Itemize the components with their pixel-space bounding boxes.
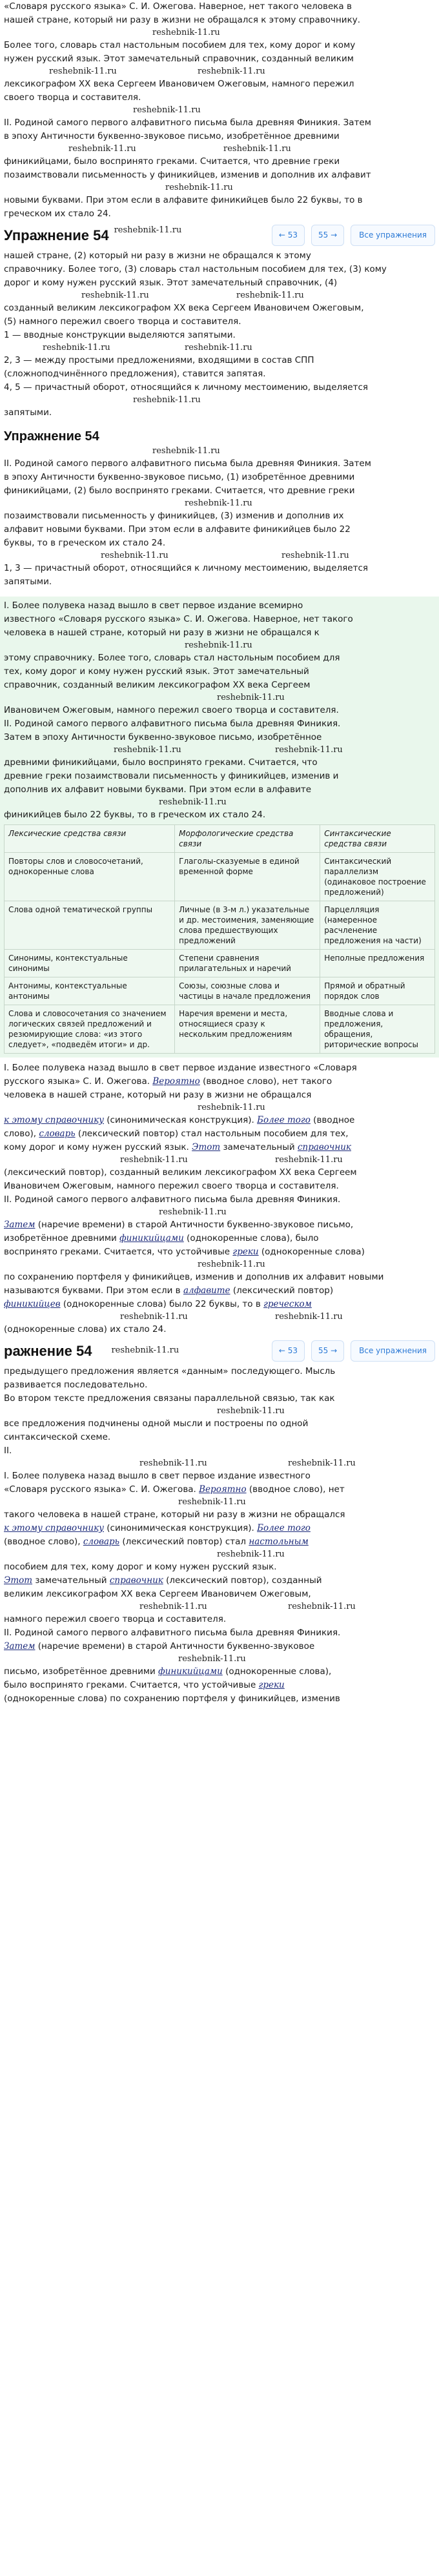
table-header: Морфологические средства связи — [175, 825, 320, 853]
watermark-row — [4, 182, 435, 194]
text-line: справочник, созданный великим лексикографом XX века Сергеем — [4, 680, 311, 690]
watermark: reshebnik-11.ru — [275, 745, 343, 755]
marked-word: Затем — [4, 1220, 36, 1230]
text-line: лексикографом XX века Сергеем Ивановичем Ожеговым, намного пережил — [4, 79, 354, 89]
analysis-line — [4, 1114, 435, 1127]
text-line: нужен русский язык. Этот замечательный справочник, созданный великим — [4, 54, 354, 64]
marked-word: финикийцами — [119, 1233, 184, 1243]
marked-word: настольным — [249, 1537, 309, 1547]
text-line: 1 — вводные конструкции выделяются запятыми. — [4, 330, 236, 340]
analysis-line: I. Более полувека назад вышло в свет первое издание известного «Словаря — [4, 1063, 357, 1073]
text-fragment: (вводное слово), — [4, 1537, 83, 1547]
watermark: reshebnik-11.ru — [185, 498, 252, 508]
analysis-line — [4, 1679, 435, 1692]
watermark-row — [4, 143, 435, 155]
marked-word: греческом — [263, 1299, 312, 1309]
table-cell: Степени сравнения прилагательных и наречий — [175, 950, 320, 977]
table-cell: Глаголы-сказуемые в единой временной форме — [175, 853, 320, 901]
watermark: reshebnik-11.ru — [217, 693, 285, 702]
text-line: 4, 5 — причастный оборот, относящийся к личному местоимению, выделяется — [4, 382, 369, 393]
text-line: справочнику. Более того, (3) словарь стал настольным пособием для тех, (3) кому — [4, 264, 387, 274]
table-header: Лексические средства связи — [5, 825, 175, 853]
text-fragment: было воспринято греками. Считается, что устойчивые — [4, 1680, 259, 1690]
watermark-row — [4, 1311, 435, 1323]
text-line: созданный великим лексикографом XX века Сергеем Ивановичем Ожеговым, — [4, 303, 364, 313]
text-line: этому справочнику. Более того, словарь стал настольным пособием для — [4, 653, 340, 663]
text-line: II. Родиной самого первого алфавитного письма была древняя Финикия. Затем — [4, 118, 371, 128]
text-line: древние греки позаимствовали письменность у финикийцев, изменив и — [4, 771, 339, 781]
watermark-row — [4, 66, 435, 77]
watermark: reshebnik-11.ru — [275, 1312, 343, 1322]
analysis-line: Во втором тексте предложения связаны параллельной связью, так как — [4, 1393, 335, 1404]
table-cell: Слова и словосочетания со значением логических связей предложений и резюмирующие слова: «из этого следует», «подведём итоги» и др. — [5, 1005, 175, 1054]
text-line: Ивановичем Ожеговым, намного пережил своего творца и составителя. — [4, 705, 339, 715]
text-line: древними финикийцами, было воспринято греками. Считается, что — [4, 757, 318, 768]
watermark-row — [4, 290, 435, 302]
watermark-row — [4, 1406, 435, 1417]
analysis-line — [4, 1232, 435, 1245]
watermark-row — [4, 797, 435, 808]
analysis-line: развивается последовательно. — [4, 1380, 148, 1390]
watermark: reshebnik-11.ru — [236, 291, 304, 300]
marked-word: к этому справочнику — [4, 1115, 104, 1125]
analysis-line: пособием для тех, кому дорог и кому нужен русский язык. — [4, 1562, 277, 1572]
text-line: «Словаря русского языка» С. И. Ожегова. Наверное, нет такого человека в — [4, 1, 352, 12]
watermark: reshebnik-11.ru — [120, 1155, 188, 1165]
text-line: алфавит новыми буквами. При этом если в алфавите финикийцев было 22 — [4, 524, 351, 535]
watermark: reshebnik-11.ru — [111, 1345, 179, 1355]
watermark: reshebnik-11.ru — [152, 446, 220, 456]
watermark: reshebnik-11.ru — [159, 797, 227, 807]
table-cell: Союзы, союзные слова и частицы в начале предложения — [175, 977, 320, 1005]
text-line: (5) намного пережил своего творца и составителя. — [4, 316, 241, 327]
table-cell: Неполные предложения — [320, 950, 435, 977]
watermark: reshebnik-11.ru — [198, 66, 265, 76]
table-cell: Антонимы, контекстуальные антонимы — [5, 977, 175, 1005]
marked-word: финикийцами — [158, 1666, 223, 1677]
marked-word: финикийцев — [4, 1299, 61, 1309]
watermark: reshebnik-11.ru — [275, 1155, 343, 1165]
analysis-line: II. Родиной самого первого алфавитного письма была древняя Финикия. — [4, 1194, 341, 1205]
table-row — [5, 1005, 435, 1054]
text-line: известного «Словаря русского языка» С. И. Ожегова. Наверное, нет такого — [4, 614, 353, 624]
watermark: reshebnik-11.ru — [139, 1602, 207, 1611]
text-fragment: (однокоренные слова) — [258, 1247, 365, 1257]
text-line: 2, 3 — между простыми предложениями, входящими в состав СПП — [4, 355, 314, 365]
text-fragment: «Словаря русского языка» С. И. Ожегова. — [4, 1484, 199, 1495]
analysis-line: I. Более полувека назад вышло в свет первое издание известного — [4, 1471, 311, 1481]
watermark: reshebnik-11.ru — [281, 551, 349, 560]
text-line: Более того, словарь стал настольным пособием для тех, кому дорог и кому — [4, 40, 356, 50]
watermark: reshebnik-11.ru — [114, 225, 182, 235]
marked-word: словарь — [39, 1129, 76, 1139]
text-line: позаимствовали письменность у финикийцев, изменив и дополнив их алфавит — [4, 170, 371, 180]
prev-exercise-button-2[interactable]: ← 53 — [272, 1340, 305, 1362]
text-line: финикийцев было 22 буквы, то в греческом их стало 24. — [4, 810, 266, 820]
exercise-title: Упражнение 54 — [4, 227, 109, 243]
text-line: I. Более полувека назад вышло в свет первое издание всемирно — [4, 600, 303, 611]
next-exercise-button-2[interactable]: 55 → — [311, 1340, 344, 1362]
analysis-line — [4, 1141, 435, 1154]
marked-word: алфавите — [183, 1285, 230, 1296]
text-line: буквы, то в греческом их стало 24. — [4, 538, 166, 548]
watermark: reshebnik-11.ru — [223, 144, 291, 154]
answer-text — [0, 597, 439, 824]
exercise-nav-2 — [272, 1340, 435, 1362]
text-line: запятыми. — [4, 407, 52, 418]
watermark: reshebnik-11.ru — [198, 1260, 265, 1269]
all-exercises-button[interactable]: Все упражнения — [351, 225, 435, 246]
text-line: дополнив их алфавит новыми буквами. При этом если в алфавите — [4, 784, 312, 795]
text-fragment: воспринято греками. Считается, что устойчивые — [4, 1247, 233, 1257]
analysis-line — [4, 1535, 435, 1549]
text-fragment: (лексический повтор) — [230, 1285, 334, 1296]
table-header: Синтаксические средства связи — [320, 825, 435, 853]
table-row — [5, 853, 435, 901]
text-line: новыми буквами. При этом если в алфавите финикийцев было 22 буквы, то в — [4, 195, 363, 205]
text-line: греческом их стало 24. — [4, 209, 111, 219]
watermark: reshebnik-11.ru — [43, 343, 110, 353]
marked-word: Более того — [257, 1523, 311, 1533]
watermark: reshebnik-11.ru — [185, 343, 252, 353]
text-fragment: кому дорог и кому нужен русский язык. — [4, 1142, 192, 1152]
text-fragment: (лексический повтор), созданный — [163, 1575, 322, 1586]
watermark: reshebnik-11.ru — [178, 1654, 246, 1664]
marked-word: Этот — [192, 1142, 221, 1152]
text-fragment: русского языка» С. И. Ожегова. — [4, 1076, 153, 1087]
analysis-line — [4, 1522, 435, 1535]
analysis-line: II. Родиной самого первого алфавитного письма была древняя Финикия. — [4, 1628, 341, 1638]
watermark-row — [4, 640, 435, 651]
table-cell: Синтаксический параллелизм (одинаковое построение предложений) — [320, 853, 435, 901]
table-cell: Вводные слова и предложения, обращения, риторические вопросы — [320, 1005, 435, 1054]
watermark: reshebnik-11.ru — [217, 1549, 285, 1559]
watermark-row — [4, 394, 435, 406]
watermark-row — [4, 1653, 435, 1665]
watermark-row — [4, 498, 435, 509]
watermark: reshebnik-11.ru — [114, 745, 181, 755]
marked-word: к этому справочнику — [4, 1523, 104, 1533]
analysis-line: такого человека в нашей стране, который ни разу в жизни не обращался — [4, 1509, 345, 1520]
analysis-line: человека в нашей стране, который ни разу в жизни не обращался — [4, 1090, 312, 1100]
watermark-row — [4, 1458, 435, 1469]
table-cell: Парцелляция (намеренное расчленение предложения на части) — [320, 901, 435, 950]
analysis-line: великим лексикографом XX века Сергеем Ивановичем Ожеговым, — [4, 1589, 311, 1599]
analysis-line: синтаксической схеме. — [4, 1432, 111, 1442]
watermark: reshebnik-11.ru — [288, 1458, 356, 1468]
watermark-row — [4, 1497, 435, 1508]
analysis-line — [4, 1298, 435, 1311]
prev-exercise-button[interactable]: ← 53 — [272, 225, 305, 246]
text-fragment: (синонимическая конструкция). — [103, 1523, 258, 1533]
analysis-line: Ивановичем Ожеговым, намного пережил своего творца и составителя. — [4, 1181, 339, 1191]
watermark: reshebnik-11.ru — [133, 395, 201, 405]
watermark: reshebnik-11.ru — [165, 183, 233, 192]
text-line: (сложноподчинённого предложения), ставится запятая. — [4, 369, 266, 379]
watermark-row — [4, 744, 435, 756]
marked-word: Затем — [4, 1641, 36, 1651]
analysis-line: предыдущего предложения является «данным» последующего. Мысль — [4, 1366, 336, 1376]
analysis-line: все предложения подчинены одной мысли и построены по одной — [4, 1418, 309, 1429]
watermark-row — [4, 1259, 435, 1271]
watermark-row — [4, 1102, 435, 1114]
watermark-row — [4, 1207, 435, 1218]
text-fragment: замечательный — [32, 1575, 110, 1586]
table-cell: Повторы слов и словосочетаний, однокоренные слова — [5, 853, 175, 901]
text-fragment: (лексический повтор) стал — [119, 1537, 249, 1547]
text-line: в эпоху Античности буквенно-звуковое письмо, изобретённое древними — [4, 131, 340, 141]
watermark-row — [4, 342, 435, 354]
text-fragment: письмо, изобретённое древними — [4, 1666, 159, 1677]
top-text — [0, 0, 439, 221]
table-row — [5, 901, 435, 950]
analysis-line — [4, 1574, 435, 1588]
watermark-row — [4, 105, 435, 116]
analysis-line — [4, 1665, 435, 1679]
table-cell: Личные (в 3-м л.) указательные и др. местоимения, заменяющие слова предшествующих предложений — [175, 901, 320, 950]
watermark: reshebnik-11.ru — [101, 551, 168, 560]
watermark: reshebnik-11.ru — [120, 1312, 188, 1322]
next-exercise-button[interactable]: 55 → — [311, 225, 344, 246]
marked-word: греки — [258, 1680, 285, 1690]
watermark: reshebnik-11.ru — [159, 1207, 227, 1217]
text-fragment: (вводное слово), нет — [246, 1484, 345, 1495]
text-line: дорог и кому нужен русский язык. Этот замечательный справочник, (4) — [4, 278, 338, 288]
exercise-header-2 — [0, 1336, 439, 1365]
marked-word: Вероятно — [152, 1076, 200, 1087]
table-row — [5, 950, 435, 977]
text-line: человека в нашей стране, который ни разу в жизни не обращался к — [4, 628, 320, 638]
watermark-row — [4, 550, 435, 562]
text-line: II. Родиной самого первого алфавитного письма была древняя Финикия. Затем — [4, 458, 371, 469]
text-fragment: (наречие времени) в старой Античности буквенно-звуковое письмо, — [35, 1220, 354, 1230]
section-2 — [0, 427, 439, 589]
marked-word: Этот — [4, 1575, 33, 1586]
analysis-line — [4, 1284, 435, 1298]
text-fragment: (синонимическая конструкция). — [103, 1115, 258, 1125]
table-cell: Синонимы, контекстуальные синонимы — [5, 950, 175, 977]
text-line: тех, кому дорог и кому нужен русский язык. Этот замечательный — [4, 666, 309, 677]
text-fragment: (вводное — [310, 1115, 355, 1125]
text-line: 1, 3 — причастный оборот, относящийся к личному местоимению, выделяется — [4, 563, 369, 573]
text-fragment: (однокоренные слова) было 22 буквы, то в — [60, 1299, 264, 1309]
marked-word: словарь — [83, 1537, 120, 1547]
analysis-line — [4, 1245, 435, 1259]
analysis-line: по сохранению портфеля у финикийцев, изменив и дополнив их алфавит новыми — [4, 1272, 384, 1282]
watermark: reshebnik-11.ru — [178, 1497, 246, 1507]
text-fragment: изобретённое древними — [4, 1233, 120, 1243]
text-fragment: замечательный — [220, 1142, 298, 1152]
exercise-title-2: ражнение 54 — [4, 1342, 92, 1359]
text-fragment: (вводное слово), нет такого — [199, 1076, 332, 1087]
table-cell: Наречия времени и места, относящиеся сразу к нескольким предложениям — [175, 1005, 320, 1054]
watermark-row — [4, 1601, 435, 1613]
marked-word: справочник — [109, 1575, 163, 1586]
text-fragment: (лексический повтор) стал настольным пособием для тех, — [75, 1129, 349, 1139]
watermark: reshebnik-11.ru — [217, 1406, 285, 1416]
means-of-connection-table — [4, 824, 435, 1054]
text-fragment: называются буквами. При этом если в — [4, 1285, 183, 1296]
analysis-1 — [0, 1058, 439, 1336]
section-2-title: Упражнение 54 — [4, 429, 99, 444]
analysis-line — [4, 1483, 435, 1497]
text-line: запятыми. — [4, 577, 52, 587]
analysis-line: II. — [4, 1446, 12, 1456]
answer-section — [0, 597, 439, 1058]
text-line: нашей стране, (2) который ни разу в жизни не обращался к этому — [4, 250, 311, 261]
watermark-row — [4, 1154, 435, 1166]
text-line: финикийцами, было воспринято греками. Считается, что древние греки — [4, 156, 340, 167]
watermark-row — [4, 692, 435, 704]
watermark: reshebnik-11.ru — [152, 28, 220, 37]
marked-word: справочник — [297, 1142, 351, 1152]
text-line: позаимствовали письменность у финикийцев, (3) изменив и дополнив их — [4, 511, 344, 521]
text-line: финикийцами, (2) было воспринято греками. Считается, что древние греки — [4, 486, 355, 496]
analysis-line — [4, 1218, 435, 1232]
watermark: reshebnik-11.ru — [81, 291, 149, 300]
all-exercises-button-2[interactable]: Все упражнения — [351, 1340, 435, 1362]
watermark: reshebnik-11.ru — [133, 105, 201, 115]
analysis-line: (однокоренные слова) их стало 24. — [4, 1324, 167, 1334]
table-cell: Прямой и обратный порядок слов — [320, 977, 435, 1005]
watermark: reshebnik-11.ru — [198, 1103, 265, 1112]
marked-word: Вероятно — [199, 1484, 247, 1495]
watermark: reshebnik-11.ru — [68, 144, 136, 154]
text-line: Затем в эпоху Античности буквенно-звуковое письмо, изобретённое — [4, 732, 322, 742]
exercise-nav — [272, 225, 435, 246]
analysis-line: намного пережил своего творца и составителя. — [4, 1614, 227, 1624]
text-fragment: слово), — [4, 1129, 39, 1139]
text-line: нашей стране, который ни разу в жизни не обращался к этому справочнику. — [4, 15, 361, 25]
table-row — [5, 977, 435, 1005]
text-line: в эпоху Античности буквенно-звуковое письмо, (1) изобретённое древними — [4, 472, 355, 482]
section-1 — [0, 249, 439, 420]
analysis-line — [4, 1075, 435, 1089]
watermark: reshebnik-11.ru — [288, 1602, 356, 1611]
watermark-row — [4, 27, 435, 39]
analysis-line: (лексический повтор), созданный великим лексикографом XX века Сергеем — [4, 1167, 357, 1178]
watermark-row — [4, 1549, 435, 1560]
text-fragment: (однокоренные слова), — [222, 1666, 332, 1677]
watermark: reshebnik-11.ru — [185, 640, 252, 650]
text-fragment: (наречие времени) в старой Античности буквенно-звуковое — [35, 1641, 315, 1651]
text-line: II. Родиной самого первого алфавитного письма была древняя Финикия. — [4, 719, 341, 729]
watermark: reshebnik-11.ru — [49, 66, 117, 76]
marked-word: греки — [232, 1247, 259, 1257]
text-fragment: (однокоренные слова), было — [183, 1233, 319, 1243]
exercise-header — [0, 221, 439, 249]
analysis-line: (однокоренные слова) по сохранению портфеля у финикийцев, изменив — [4, 1693, 340, 1704]
text-line: своего творца и составителя. — [4, 92, 141, 103]
watermark: reshebnik-11.ru — [139, 1458, 207, 1468]
marked-word: Более того — [257, 1115, 311, 1125]
analysis-2 — [0, 1365, 439, 1706]
watermark-row — [4, 445, 435, 457]
analysis-line — [4, 1127, 435, 1141]
analysis-line — [4, 1640, 435, 1653]
table-cell: Слова одной тематической группы — [5, 901, 175, 950]
